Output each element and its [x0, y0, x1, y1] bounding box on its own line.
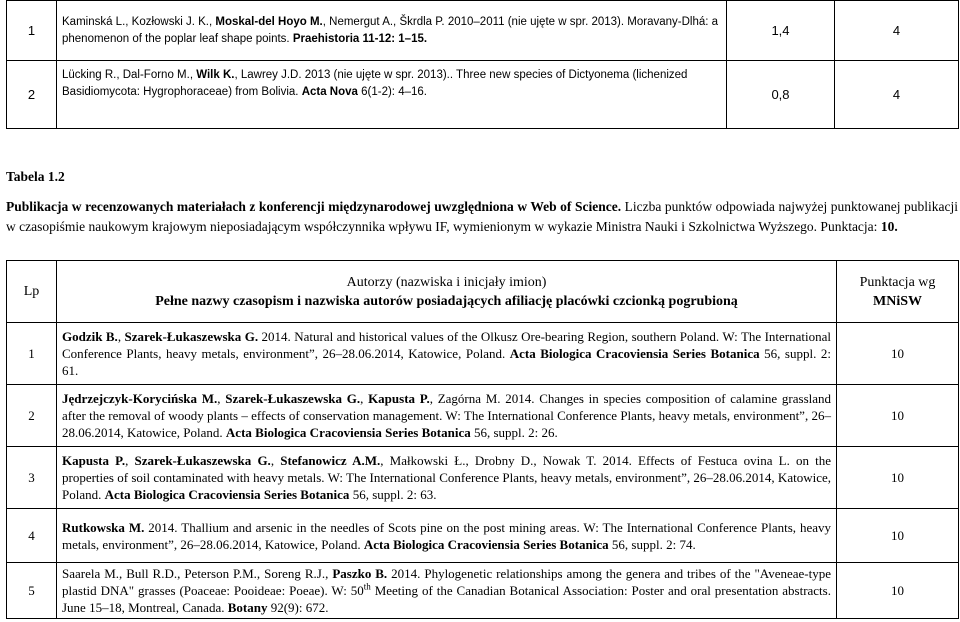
points-value: 10: [837, 323, 959, 385]
table-row: [7, 447, 959, 509]
publication-citation: Jędrzejczyk-Korycińska M., Szarek-Łukaszewska G., Kapusta P., Zagórna M. 2014. Changes in species composition of calamine grassland after the removal of woody plants – effects of conservation management. W: The International Conference Plants, heavy metals, environment”, 26–28.06.2014, Katowice, Poland. Acta Biologica Cracoviensia Series Botanica 56, suppl. 2: 26.: [57, 385, 837, 447]
points-value: 10: [837, 509, 959, 563]
conference-publications-table: [6, 260, 959, 619]
row-number: 5: [7, 563, 57, 619]
table-row: [7, 323, 959, 385]
publication-citation: Lücking R., Dal-Forno M., Wilk K., Lawrey J.D. 2013 (nie ujęte w spr. 2013).. Three new species of Dictyonema (lichenized Basidiomycota: Hygrophoraceae) from Bolivia. Acta Nova 6(1-2): 4–16.: [57, 61, 727, 129]
row-number: 4: [7, 509, 57, 563]
header-authors: Autorzy (nazwiska i inicjały imion) Pełne nazwy czasopism i nazwiska autorów posiadających afiliację placówki czcionką pogrubioną: [57, 261, 837, 323]
table-1-2-heading: [6, 167, 958, 237]
header-points: Punktacja wg MNiSW: [837, 261, 959, 323]
points-value: 10: [837, 563, 959, 619]
table-header-row: [7, 261, 959, 323]
publication-citation: Saarela M., Bull R.D., Peterson P.M., Soreng R.J., Paszko B. 2014. Phylogenetic relationships among the genera and tribes of the "Aveneae-type plastid DNA" grasses (Poaceae: Pooideae: Poeae). W: 50th Meeting of the Canadian Botanical Association: Poster and oral presentation abstracts. June 15–18, Montreal, Canada. Botany 92(9): 672.: [57, 563, 837, 619]
points-value: 10: [837, 385, 959, 447]
table-title: Tabela 1.2: [6, 169, 65, 184]
publication-citation: Rutkowska M. 2014. Thallium and arsenic in the needles of Scots pine on the post mining areas. W: The International Conference Plants, heavy metals, environment”, 26–28.06.2014, Katowice, Poland. Acta Biologica Cracoviensia Series Botanica 56, suppl. 2: 74.: [57, 509, 837, 563]
table-row: [7, 1, 959, 61]
row-number: 2: [7, 61, 57, 129]
impact-factor: 0,8: [727, 61, 835, 129]
superscript: th: [363, 581, 371, 592]
table-row: [7, 509, 959, 563]
points-value: 4: [835, 61, 959, 129]
previous-publications-table: [6, 0, 959, 129]
impact-factor: 1,4: [727, 1, 835, 61]
table-row: [7, 61, 959, 129]
row-number: 2: [7, 385, 57, 447]
table-description: Publikacja w recenzowanych materiałach z konferencji międzynarodowej uwzględniona w Web of Science. Liczba punktów odpowiada najwyżej punktowanej publikacji w czasopiśmie naukowym krajowym nieposiadającym współczynnika wpływu IF, wymienionym w wykazie Ministra Nauki i Szkolnictwa Wyższego. Punktacja: 10.: [6, 199, 959, 234]
row-number: 1: [7, 323, 57, 385]
row-number: 1: [7, 1, 57, 61]
points-value: 10: [837, 447, 959, 509]
row-number: 3: [7, 447, 57, 509]
table-row: [7, 563, 959, 619]
publication-citation: Godzik B., Szarek-Łukaszewska G. 2014. Natural and historical values of the Olkusz Ore-bearing Region, southern Poland. W: The International Conference Plants, heavy metals, environment”, 26–28.06.2014, Katowice, Poland. Acta Biologica Cracoviensia Series Botanica 56, suppl. 2: 61.: [57, 323, 837, 385]
publication-citation: Kaminská L., Kozłowski J. K., Moskal-del Hoyo M., Nemergut A., Škrdla P. 2010–2011 (nie ujęte w spr. 2013). Moravany-Dlhá: a phenomenon of the poplar leaf shape points. Praehistoria 11-12: 1–15.: [57, 1, 727, 61]
header-lp: Lp: [7, 261, 57, 323]
points-value: 4: [835, 1, 959, 61]
table-row: [7, 385, 959, 447]
publication-citation: Kapusta P., Szarek-Łukaszewska G., Stefanowicz A.M., Małkowski Ł., Drobny D., Nowak T. 2014. Effects of Festuca ovina L. on the properties of soil contaminated with heavy metals. W: The International Conference Plants, heavy metals, environment”, 26–28.06.2014, Katowice, Poland. Acta Biologica Cracoviensia Series Botanica 56, suppl. 2: 63.: [57, 447, 837, 509]
